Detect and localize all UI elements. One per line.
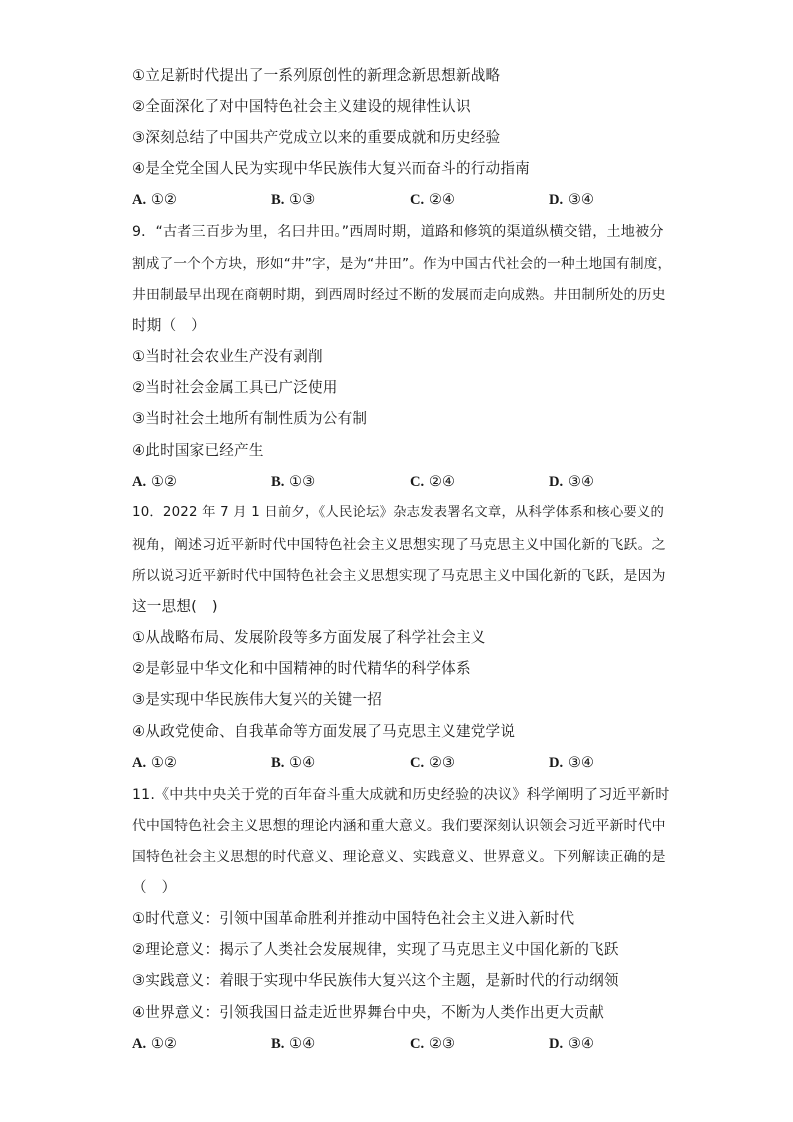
q9-option-d[interactable]: D. ③④ <box>549 473 595 490</box>
q8-option-a[interactable]: A. ①② <box>132 191 178 208</box>
q10-stem-line-3: 所以说习近平新时代中国特色社会主义思想实现了马克思主义中国化新的飞跃，是因为 <box>132 568 666 584</box>
q8-option-d[interactable]: D. ③④ <box>549 191 595 208</box>
q10-stem-line-1: 10．2022 年 7 月 1 日前夕，《人民论坛》杂志发表署名文章，从科学体系和核心要义的 <box>132 505 664 520</box>
q11-stem-line-1: 11.《中共中央关于党的百年奋斗重大成就和历史经验的决议》科学阐明了习近平新时 <box>132 787 670 803</box>
q10-option-b[interactable]: B. ①④ <box>271 754 316 771</box>
q10-option-a[interactable]: A. ①② <box>132 754 178 771</box>
q9-stem-line-1: 9．“古者三百步为里，名曰井田。”西周时期，道路和修筑的渠道纵横交错，土地被分 <box>132 224 664 240</box>
q10-option-c[interactable]: C. ②③ <box>410 754 456 771</box>
q8-statement-1: ①立足新时代提出了一系列原创性的新理念新思想新战略 <box>132 67 501 84</box>
q8-statement-4: ④是全党全国人民为实现中华民族伟大复兴而奋斗的行动指南 <box>132 160 530 177</box>
q10-option-d[interactable]: D. ③④ <box>549 754 595 771</box>
q9-option-b[interactable]: B. ①③ <box>271 473 316 490</box>
q11-option-c[interactable]: C. ②③ <box>410 1035 456 1052</box>
q11-stem-line-2: 代中国特色社会主义思想的理论内涵和重大意义。我们要深刻认识领会习近平新时代中 <box>132 818 666 834</box>
q9-statement-2: ②当时社会金属工具已广泛使用 <box>132 379 338 396</box>
q11-statement-2: ②理论意义：揭示了人类社会发展规律，实现了马克思主义中国化新的飞跃 <box>132 941 619 958</box>
q11-stem-line-4: （ ） <box>132 879 177 896</box>
q9-stem-line-4: 时期（ ） <box>132 317 206 334</box>
q8-options <box>132 190 672 210</box>
q9-statement-4: ④此时国家已经产生 <box>132 442 264 459</box>
q10-statement-4: ④从政党使命、自我革命等方面发展了马克思主义建党学说 <box>132 723 516 740</box>
q8-statement-2: ②全面深化了对中国特色社会主义建设的规律性认识 <box>132 98 471 115</box>
q9-options <box>132 472 672 492</box>
q9-option-c[interactable]: C. ②④ <box>410 473 456 490</box>
q11-option-d[interactable]: D. ③④ <box>549 1035 595 1052</box>
q8-option-b[interactable]: B. ①③ <box>271 191 316 208</box>
q10-statement-1: ①从战略布局、发展阶段等多方面发展了科学社会主义 <box>132 629 486 646</box>
q11-stem-line-3: 国特色社会主义思想的时代意义、理论意义、实践意义、世界意义。下列解读正确的是 <box>132 849 666 865</box>
q11-options <box>132 1034 672 1054</box>
q10-statement-3: ③是实现中华民族伟大复兴的关键一招 <box>132 691 382 708</box>
q11-statement-1: ①时代意义：引领中国革命胜利并推动中国特色社会主义进入新时代 <box>132 910 575 927</box>
q8-option-c[interactable]: C. ②④ <box>410 191 456 208</box>
q11-option-b[interactable]: B. ①④ <box>271 1035 316 1052</box>
q8-statement-3: ③深刻总结了中国共产党成立以来的重要成就和历史经验 <box>132 129 501 146</box>
q11-statement-3: ③实践意义：着眼于实现中华民族伟大复兴这个主题，是新时代的行动纲领 <box>132 972 619 989</box>
q9-statement-1: ①当时社会农业生产没有剥削 <box>132 348 323 365</box>
q10-stem-line-4: 这一思想( ) <box>132 598 218 615</box>
q10-statement-2: ②是彰显中华文化和中国精神的时代精华的科学体系 <box>132 660 471 677</box>
q9-statement-3: ③当时社会土地所有制性质为公有制 <box>132 410 368 427</box>
q11-statement-4: ④世界意义：引领我国日益走近世界舞台中央，不断为人类作出更大贡献 <box>132 1004 604 1021</box>
q9-stem-line-3: 井田制最早出现在商朝时期，到西周时经过不断的发展而走向成熟。井田制所处的历史 <box>132 287 666 303</box>
q9-stem-line-2: 割成了一个个方块，形如“井”字，是为“井田”。作为中国古代社会的一种土地国有制度， <box>132 256 672 272</box>
q10-stem-line-2: 视角，阐述习近平新时代中国特色社会主义思想实现了马克思主义中国化新的飞跃。之 <box>132 537 666 553</box>
q11-option-a[interactable]: A. ①② <box>132 1035 178 1052</box>
q10-options <box>132 753 672 773</box>
q9-option-a[interactable]: A. ①② <box>132 473 178 490</box>
